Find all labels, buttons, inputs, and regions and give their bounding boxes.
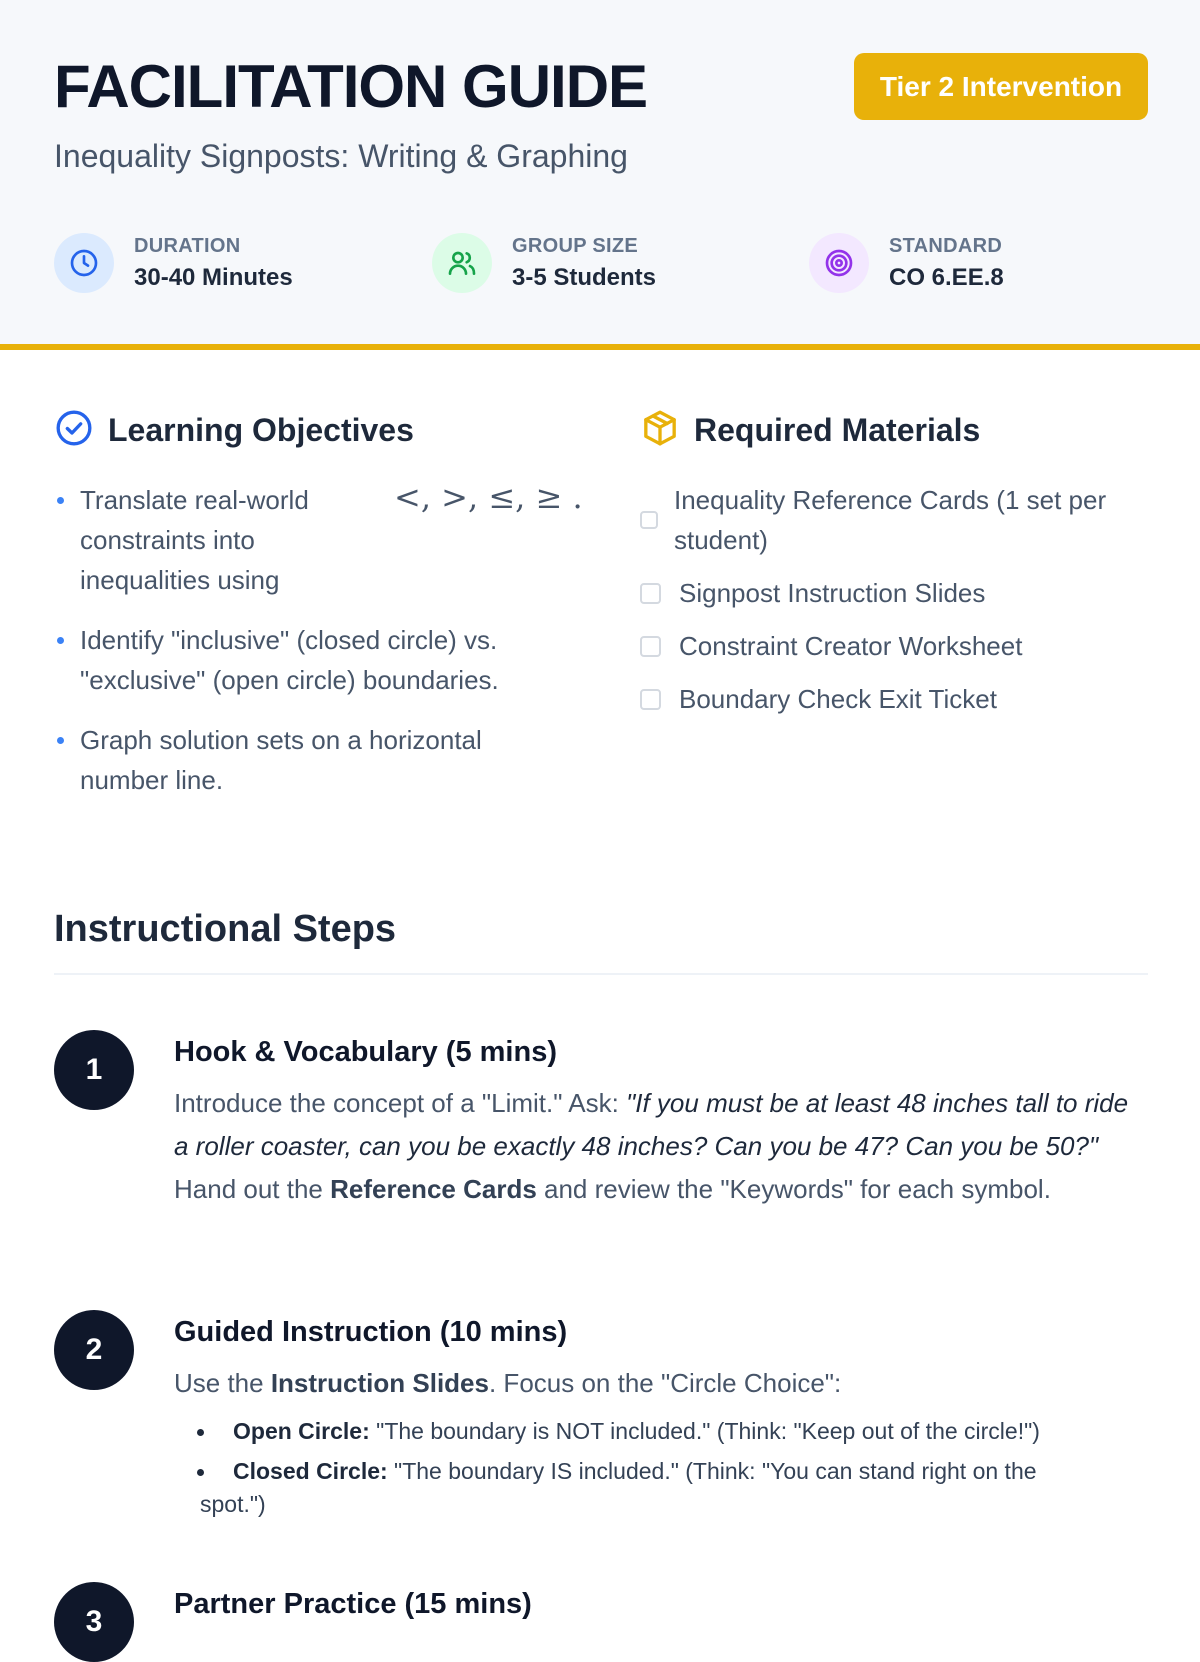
bullet-text: "The boundary is NOT included." (Think: "Keep out of the circle!"): [369, 1418, 1040, 1444]
objectives-title: Learning Objectives: [108, 412, 414, 448]
materials-heading: [640, 408, 980, 453]
list-item: [54, 620, 574, 700]
bullet-label: Open Circle:: [233, 1418, 370, 1444]
material-text: Inequality Reference Cards (1 set per student): [674, 485, 1107, 555]
list-item: [54, 720, 534, 800]
step-title: Partner Practice (15 mins): [174, 1588, 532, 1620]
step-material: Reference Cards: [330, 1174, 537, 1204]
step-number: 3: [54, 1582, 134, 1662]
meta-value: 30-40 Minutes: [134, 263, 293, 291]
list-item: [640, 626, 1150, 666]
step-description: [174, 1362, 1148, 1405]
bullet-label: Closed Circle:: [233, 1458, 388, 1484]
divider: [54, 973, 1148, 975]
check-circle-icon: [54, 408, 94, 453]
bullet-text: spot."): [200, 1491, 266, 1517]
step-text: Introduce the concept of a "Limit." Ask:: [174, 1088, 627, 1118]
circle-choice-list: [200, 1415, 1148, 1521]
objective-text: Graph solution sets on a horizontal number line.: [80, 725, 482, 795]
material-checkbox[interactable]: [640, 636, 661, 657]
list-item: [640, 480, 1150, 560]
users-icon: [432, 233, 492, 293]
material-text: Boundary Check Exit Ticket: [679, 684, 997, 714]
objective-text: Identify "inclusive" (closed circle) vs. "exclusive" (open circle) boundaries.: [80, 625, 499, 695]
meta-label: STANDARD: [889, 234, 1003, 257]
step-text: and review the "Keywords" for each symbol.: [536, 1174, 1051, 1204]
step-text: Hand out the: [174, 1174, 331, 1204]
target-icon: [809, 233, 869, 293]
materials-list: [640, 480, 1150, 732]
step-title: Hook & Vocabulary (5 mins): [174, 1036, 557, 1068]
material-text: Signpost Instruction Slides: [679, 578, 986, 608]
bullet-text: "The boundary IS included." (Think: "You can stand right on the: [387, 1458, 1037, 1484]
step-text: Use the: [174, 1368, 271, 1398]
step-material: Instruction Slides: [270, 1368, 489, 1398]
meta-label: GROUP SIZE: [512, 234, 638, 257]
list-item: [200, 1415, 1148, 1448]
page-title: FACILITATION GUIDE: [54, 53, 648, 120]
step-quote: "If you must be at least 48 inches tall to ride a roller coaster, can you be exactly 48 inches? Can you be 47? Can you be 50?": [174, 1088, 1129, 1161]
objective-text: Translate real-world constraints into inequalities using: [80, 485, 309, 595]
step-text: . Focus on the "Circle Choice":: [488, 1368, 842, 1398]
list-item: [640, 573, 1150, 613]
meta-value: 3-5 Students: [512, 263, 657, 291]
step-number: 2: [54, 1310, 134, 1390]
meta-group-size: [432, 233, 656, 293]
objectives-list: [54, 480, 574, 820]
materials-title: Required Materials: [694, 412, 981, 448]
tier-badge: Tier 2 Intervention: [854, 53, 1148, 120]
material-text: Constraint Creator Worksheet: [679, 631, 1023, 661]
inequality-symbols: <, >, ≤, ≥ .: [394, 478, 583, 516]
list-item: [200, 1455, 1148, 1521]
material-checkbox[interactable]: [640, 689, 661, 710]
step-number: 1: [54, 1030, 134, 1110]
page-subtitle: Inequality Signposts: Writing & Graphing: [54, 138, 628, 174]
header: [0, 0, 1200, 350]
clock-icon: [54, 233, 114, 293]
meta-label: DURATION: [134, 234, 241, 257]
meta-value: CO 6.EE.8: [889, 263, 1004, 291]
material-checkbox[interactable]: [640, 511, 658, 529]
list-item: [640, 679, 1150, 719]
material-checkbox[interactable]: [640, 583, 661, 604]
package-icon: [640, 408, 680, 453]
list-item: [54, 480, 354, 600]
step-title: Guided Instruction (10 mins): [174, 1316, 568, 1348]
meta-standard: [809, 233, 1004, 293]
objectives-heading: [54, 408, 414, 453]
meta-duration: [54, 233, 293, 293]
step-description: [174, 1082, 1148, 1211]
steps-heading: Instructional Steps: [54, 908, 397, 950]
